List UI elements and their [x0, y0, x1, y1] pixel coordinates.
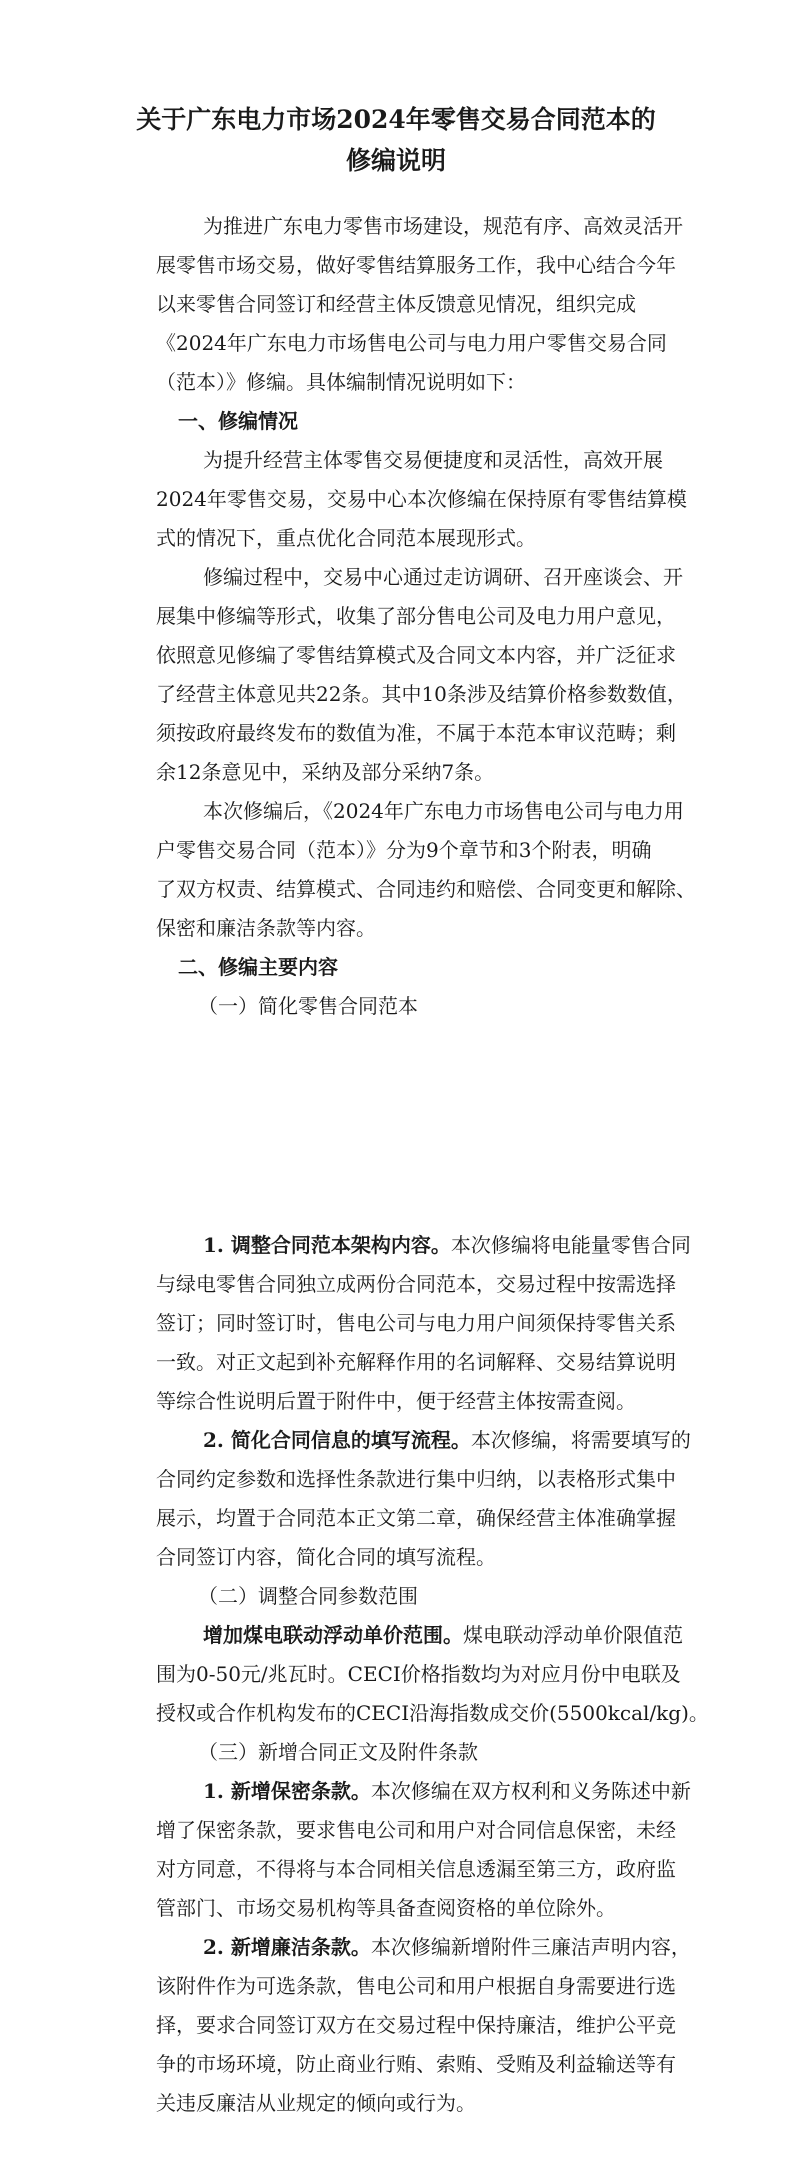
section1-heading: 一、修编情况 — [178, 409, 298, 433]
item-text: 本次修编，将需要填写的 — [470, 1428, 691, 1452]
paragraph-line: 合同签订内容，简化合同的填写流程。 — [156, 1545, 496, 1569]
paragraph-line: 争的市场环境，防止商业行贿、索贿、受贿及利益输送等有 — [156, 2052, 676, 2076]
section2-heading: 二、修编主要内容 — [178, 955, 338, 979]
paragraph-line: 与绿电零售合同独立成两份合同范本，交易过程中按需选择 — [156, 1272, 676, 1296]
paragraph-line: 保密和廉洁条款等内容。 — [156, 916, 376, 940]
item-title: 增加煤电联动浮动单价范围。 — [203, 1623, 463, 1647]
paragraph-line: 管部门、市场交易机构等具备查阅资格的单位除外。 — [156, 1896, 616, 1920]
paragraph-line: 余12条意见中，采纳及部分采纳7条。 — [156, 760, 495, 784]
paragraph-line: 了双方权责、结算模式、合同违约和赔偿、合同变更和解除、 — [156, 877, 696, 901]
paragraph-line: 一致。对正文起到补充解释作用的名词解释、交易结算说明 — [156, 1350, 676, 1374]
item-title: 1. 新增保密条款。 — [203, 1779, 371, 1803]
item-title: 2. 新增廉洁条款。 — [203, 1935, 371, 1959]
paragraph-line: 为提升经营主体零售交易便捷度和灵活性，高效开展 — [203, 448, 663, 472]
paragraph-line: 关违反廉洁从业规定的倾向或行为。 — [156, 2091, 476, 2115]
intro-line: 为推进广东电力零售市场建设，规范有序、高效灵活开 — [203, 214, 683, 238]
paragraph-line: 等综合性说明后置于附件中，便于经营主体按需查阅。 — [156, 1389, 636, 1413]
paragraph-line: 签订；同时签订时，售电公司与电力用户间须保持零售关系 — [156, 1311, 676, 1335]
paragraph-line: 增了保密条款，要求售电公司和用户对合同信息保密，未经 — [156, 1818, 676, 1842]
intro-line: 《2024年广东电力市场售电公司与电力用户零售交易合同 — [156, 331, 667, 355]
item-text: 煤电联动浮动单价限值范 — [463, 1623, 683, 1647]
intro-line: （范本）》修编。具体编制情况说明如下： — [156, 370, 526, 394]
item-title: 1. 调整合同范本架构内容。 — [203, 1233, 451, 1257]
paragraph-line: 授权或合作机构发布的CECI沿海指数成交价(5500kcal/kg)。 — [156, 1701, 709, 1725]
paragraph-line: 依照意见修编了零售结算模式及合同文本内容，并广泛征求 — [156, 643, 676, 667]
paragraph-line: 对方同意，不得将与本合同相关信息透漏至第三方，政府监 — [156, 1857, 676, 1881]
paragraph-line: 围为0-50元/兆瓦时。CECI价格指数均为对应月份中电联及 — [156, 1662, 681, 1686]
paragraph-line: 了经营主体意见共22条。其中10条涉及结算价格参数数值， — [156, 682, 687, 706]
paragraph-line: 须按政府最终发布的数值为准，不属于本范本审议范畴；剩 — [156, 721, 676, 745]
paragraph-line: 户零售交易合同（范本）》分为9个章节和3个附表，明确 — [156, 838, 652, 862]
paragraph-line: 式的情况下，重点优化合同范本展现形式。 — [156, 526, 536, 550]
paragraph-line: 展集中修编等形式，收集了部分售电公司及电力用户意见， — [156, 604, 676, 628]
paragraph-line: 修编过程中，交易中心通过走访调研、召开座谈会、开 — [203, 565, 683, 589]
subsection-heading-1: （一）简化零售合同范本 — [198, 994, 418, 1018]
intro-line: 以来零售合同签订和经营主体反馈意见情况，组织完成 — [156, 292, 636, 316]
doc-title-line2: 修编说明 — [345, 146, 446, 175]
paragraph-line: 本次修编后，《2024年广东电力市场售电公司与电力用 — [203, 799, 684, 823]
item-text: 本次修编将电能量零售合同 — [450, 1233, 691, 1257]
subsection-heading-3: （三）新增合同正文及附件条款 — [198, 1740, 478, 1764]
doc-title-line1: 关于广东电力市场2024年零售交易合同范本的 — [136, 105, 656, 134]
paragraph-line: 展示，均置于合同范本正文第二章，确保经营主体准确掌握 — [156, 1506, 676, 1530]
item-text: 本次修编新增附件三廉洁声明内容， — [370, 1935, 691, 1959]
item-text: 本次修编在双方权利和义务陈述中新 — [370, 1779, 691, 1803]
item-title: 2. 简化合同信息的填写流程。 — [203, 1428, 471, 1452]
intro-line: 展零售市场交易，做好零售结算服务工作，我中心结合今年 — [156, 253, 676, 277]
paragraph-line: 择，要求合同签订双方在交易过程中保持廉洁，维护公平竞 — [156, 2013, 676, 2037]
paragraph-line: 合同约定参数和选择性条款进行集中归纳，以表格形式集中 — [156, 1467, 676, 1491]
paragraph-line: 2024年零售交易，交易中心本次修编在保持原有零售结算模 — [156, 487, 687, 511]
paragraph-line: 该附件作为可选条款，售电公司和用户根据自身需要进行选 — [156, 1974, 676, 1998]
subsection-heading-2: （二）调整合同参数范围 — [198, 1584, 418, 1608]
